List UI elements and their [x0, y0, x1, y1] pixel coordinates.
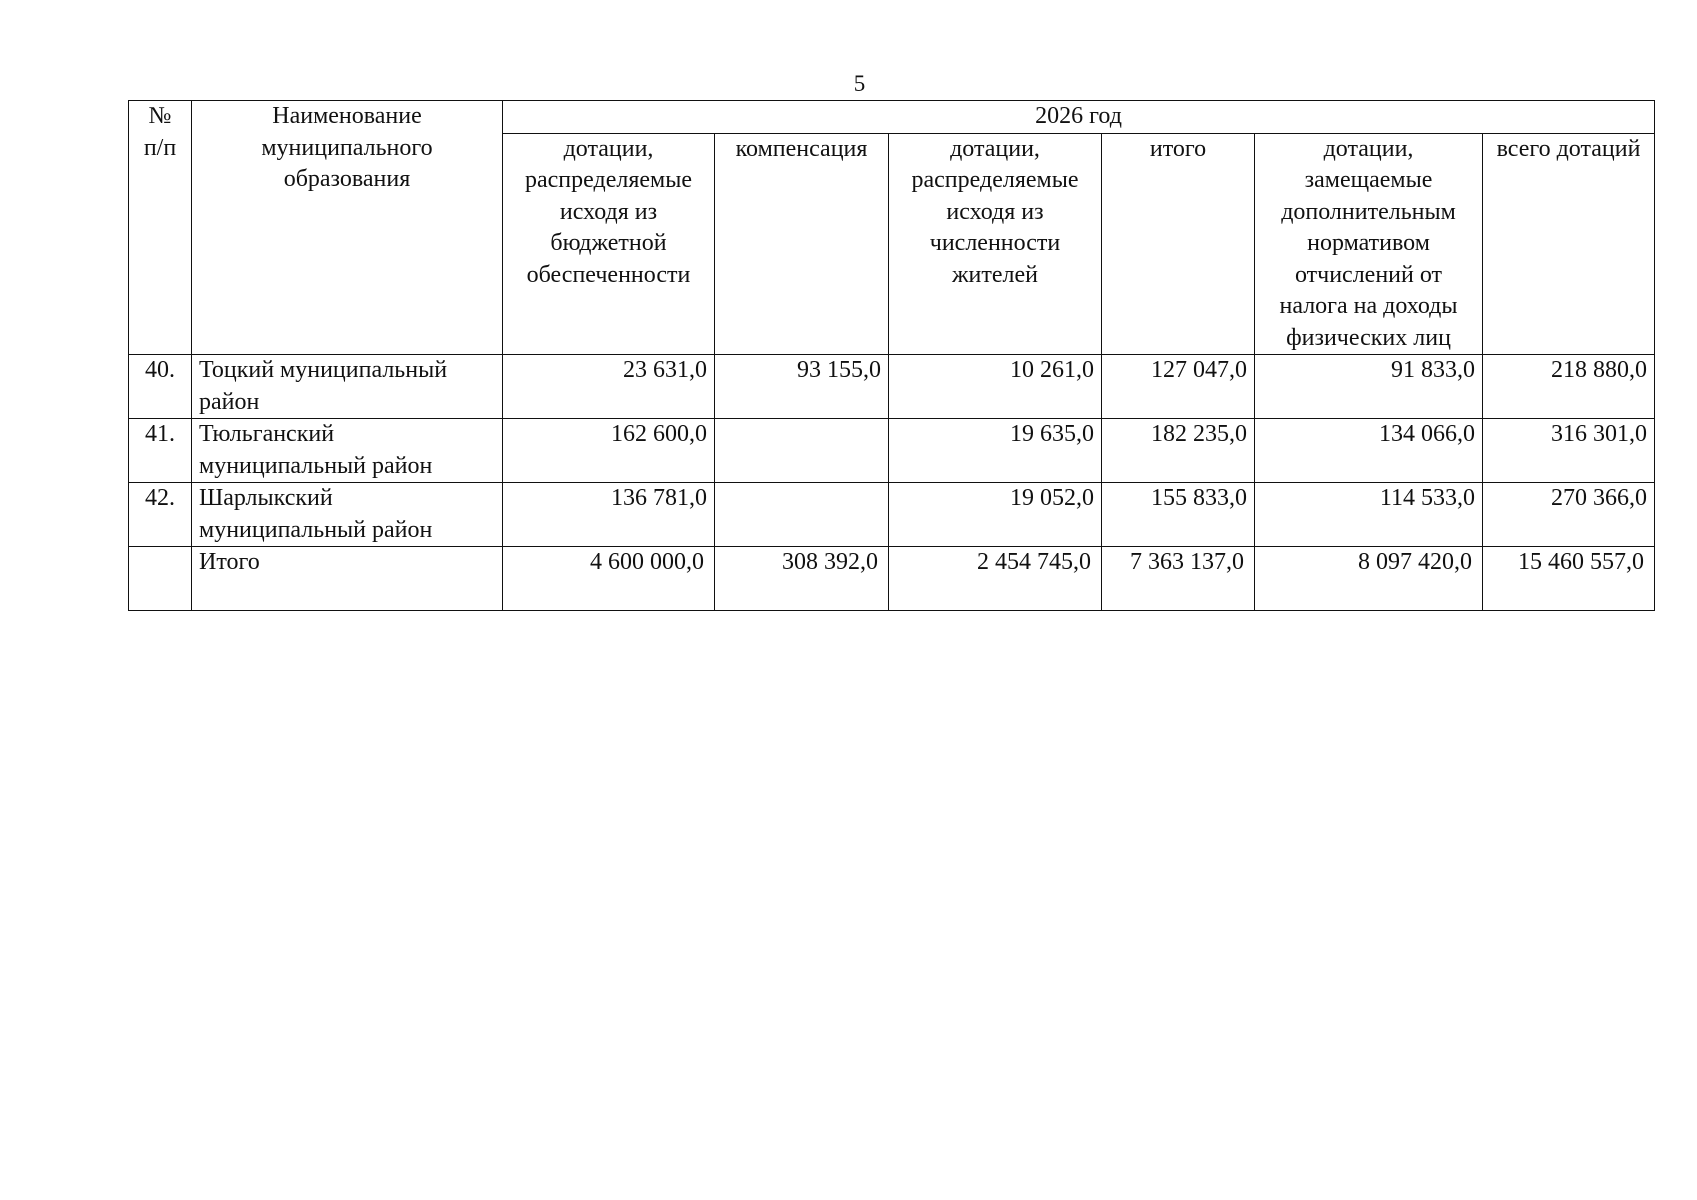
header-col-budget-subsidies: дотации, распределяемые исходя из бюджетной обеспеченности — [503, 133, 715, 355]
row-number: 42. — [129, 483, 192, 547]
total-ndfl-subsidies: 8 097 420,0 — [1255, 547, 1483, 611]
row-municipality: Шарлыкский муниципальный район — [192, 483, 503, 547]
header-col-ndfl-subsidies: дотации, замещаемые дополнительным нормативом отчислений от налога на доходы физических лиц — [1255, 133, 1483, 355]
total-subtotal: 7 363 137,0 — [1102, 547, 1255, 611]
total-label: Итого — [192, 547, 503, 611]
header-year: 2026 год — [503, 101, 1655, 134]
row-number: 40. — [129, 355, 192, 419]
cell-population-subsidies: 10 261,0 — [889, 355, 1102, 419]
header-row — [129, 101, 1655, 134]
cell-compensation: 93 155,0 — [715, 355, 889, 419]
page-number: 5 — [853, 71, 866, 96]
header-col-subtotal: итого — [1102, 133, 1255, 355]
header-num: № п/п — [129, 101, 192, 355]
subsidy-table — [128, 100, 1655, 611]
header-col-population-subsidies: дотации, распределяемые исходя из численности жителей — [889, 133, 1102, 355]
cell-ndfl-subsidies: 91 833,0 — [1255, 355, 1483, 419]
cell-population-subsidies: 19 052,0 — [889, 483, 1102, 547]
row-number: 41. — [129, 419, 192, 483]
cell-subtotal: 182 235,0 — [1102, 419, 1255, 483]
cell-grand-total: 218 880,0 — [1483, 355, 1655, 419]
cell-grand-total: 316 301,0 — [1483, 419, 1655, 483]
cell-ndfl-subsidies: 134 066,0 — [1255, 419, 1483, 483]
header-col-compensation: компенсация — [715, 133, 889, 355]
cell-budget-subsidies: 23 631,0 — [503, 355, 715, 419]
cell-budget-subsidies: 162 600,0 — [503, 419, 715, 483]
row-municipality: Тюльганский муниципальный район — [192, 419, 503, 483]
table-row — [129, 483, 1655, 547]
total-compensation: 308 392,0 — [715, 547, 889, 611]
header-col-grand-total: всего дотаций — [1483, 133, 1655, 355]
total-row — [129, 547, 1655, 611]
cell-subtotal: 127 047,0 — [1102, 355, 1255, 419]
table-row — [129, 355, 1655, 419]
total-population-subsidies: 2 454 745,0 — [889, 547, 1102, 611]
row-municipality: Тоцкий муниципальный район — [192, 355, 503, 419]
cell-ndfl-subsidies: 114 533,0 — [1255, 483, 1483, 547]
cell-compensation — [715, 483, 889, 547]
table-row — [129, 419, 1655, 483]
header-municipality: Наименование муниципального образования — [192, 101, 503, 355]
cell-budget-subsidies: 136 781,0 — [503, 483, 715, 547]
cell-compensation — [715, 419, 889, 483]
cell-grand-total: 270 366,0 — [1483, 483, 1655, 547]
total-budget-subsidies: 4 600 000,0 — [503, 547, 715, 611]
total-number — [129, 547, 192, 611]
cell-subtotal: 155 833,0 — [1102, 483, 1255, 547]
cell-population-subsidies: 19 635,0 — [889, 419, 1102, 483]
total-grand-total: 15 460 557,0 — [1483, 547, 1655, 611]
